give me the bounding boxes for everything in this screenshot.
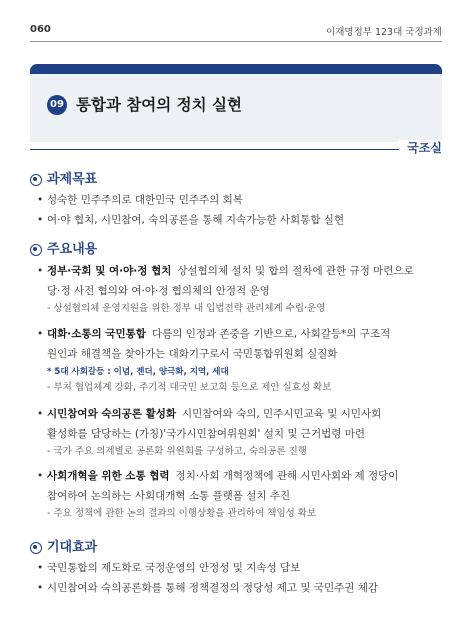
bullet-icon: •	[37, 328, 44, 340]
content-item-continuation	[37, 424, 432, 444]
content-item	[37, 466, 432, 486]
effect-item	[37, 578, 432, 598]
target-icon	[30, 244, 42, 256]
item-text: 시민참여와 숙의, 민주시민교육 및 시민사회	[182, 408, 382, 420]
item-lead: 사회개혁을 위한 소통 협력	[47, 470, 170, 482]
content-item	[37, 404, 432, 424]
section-heading-content	[30, 242, 97, 258]
item-lead: 시민참여와 숙의공론 활성화	[47, 408, 177, 420]
bullet-icon: •	[37, 265, 44, 277]
sub-item: - 부처 협업체계 강화, 주기적 대국민 보고회 등으로 제안 실효성 확보	[47, 382, 332, 393]
item-text: 당·정 사전 협의와 여·야·정 협의체의 안정적 운영	[47, 285, 270, 297]
goal-text: 여·야 협치, 시민참여, 숙의공론을 통해 지속가능한 사회통합 실현	[47, 214, 345, 226]
item-text: 활성화를 담당하는 (가칭)'국가시민참여위원회' 설치 및 근거법령 마련	[47, 428, 365, 440]
item-text: 다름의 인정과 존중을 기반으로, 사회갈등*의 구조적	[151, 328, 391, 340]
goal-text: 성숙한 민주주의로 대한민국 민주주의 회복	[47, 194, 243, 206]
title-underline	[30, 149, 442, 151]
page-number: 060	[30, 24, 51, 35]
bullet-icon: •	[37, 582, 44, 594]
sub-item: - 국가 주요 의제별로 공론화 위원회를 구성하고, 숙의공론 진행	[47, 446, 308, 457]
section-heading-goals	[30, 172, 97, 188]
goal-item	[37, 190, 432, 210]
target-icon	[30, 174, 42, 186]
footnote: * 5대 사회갈등 : 이념, 젠더, 양극화, 지역, 세대	[47, 367, 229, 377]
content-item	[37, 324, 432, 344]
section-label: 기대효과	[47, 540, 98, 555]
item-text: 참여하여 논의하는 사회대개혁 소통 플랫폼 설치 추진	[47, 490, 291, 502]
effect-text: 국민통합의 제도화로 국정운영의 안정성 및 지속성 담보	[47, 562, 301, 574]
sub-item: - 주요 정책에 관한 논의 결과의 이행상황을 관리하여 책임성 확보	[47, 508, 317, 519]
item-lead: 대화·소통의 국민통합	[47, 328, 146, 340]
section-heading-effects	[30, 540, 97, 556]
item-text: 원인과 해결책을 찾아가는 대화기구로서 국민통합위원회 실질화	[47, 348, 338, 360]
bullet-icon: •	[37, 562, 44, 574]
goal-item	[37, 210, 432, 230]
effect-text: 시민참여와 숙의공론화를 통해 정책결정의 정당성 제고 및 국민주권 체감	[47, 582, 378, 594]
page-header	[30, 22, 442, 42]
item-text: 상설협의체 설치 및 합의 절차에 관한 규정 마련으로	[177, 265, 414, 277]
task-title-card	[30, 64, 442, 156]
running-title: 이재명정부 123대 국정과제	[326, 27, 442, 38]
target-icon	[30, 542, 42, 554]
section-label: 주요내용	[47, 242, 98, 257]
content-item-continuation	[37, 344, 432, 364]
sub-item: - 상설협의체 운영지원을 위한 정부 내 입법전략 관리체계 수립·운영	[47, 303, 326, 314]
bullet-icon: •	[37, 408, 44, 420]
content-item-continuation	[37, 486, 432, 506]
item-lead: 정부·국회 및 여·야·정 협치	[47, 265, 172, 277]
task-number-badge: 09	[47, 95, 67, 115]
card-top-bar	[30, 64, 442, 74]
task-title: 통합과 참여의 정치 실현	[76, 96, 242, 114]
content-item-continuation	[37, 281, 432, 301]
effect-item	[37, 558, 432, 578]
bullet-icon: •	[37, 214, 44, 226]
item-text: 정치·사회 개혁정책에 관해 시민사회와 제 정당이	[175, 470, 399, 482]
section-label: 과제목표	[47, 172, 98, 187]
content-item	[37, 261, 432, 281]
bullet-icon: •	[37, 470, 44, 482]
ministry-label: 국조실	[399, 140, 442, 156]
bullet-icon: •	[37, 194, 44, 206]
